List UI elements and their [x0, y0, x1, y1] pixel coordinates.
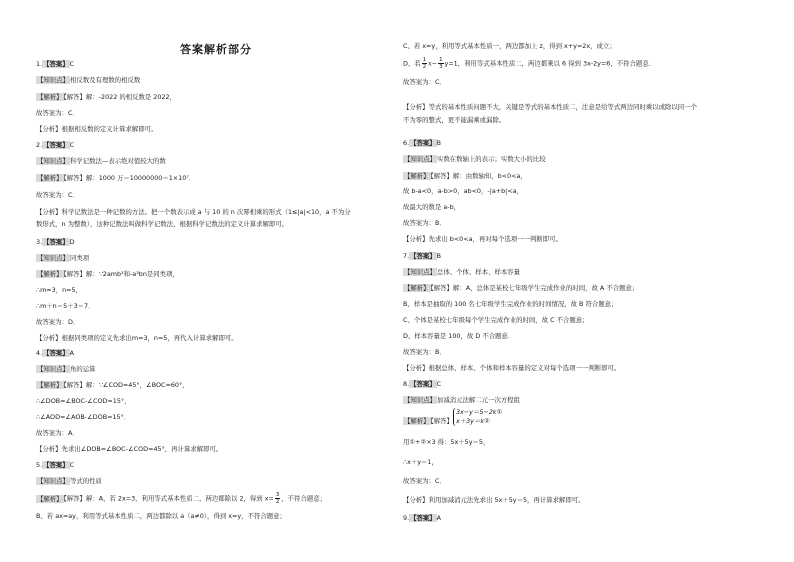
q3-result: 故答案为：D． — [36, 318, 80, 326]
q9-answer-line: 9.【答案】A — [403, 514, 442, 522]
q7-solution-line: 【解析】【解答】解：A、总体是某校七年级学生完成作业的时间，故 A 不合题意； — [404, 284, 639, 292]
q4-analysis-line: 【分析】先求出∠DOB=∠BOC-∠COD=45°，再计算求解即可。 — [36, 445, 223, 453]
q1-solution-line: 【解析】【解答】解：-2022 的相反数是 2022， — [37, 93, 176, 101]
q4-result: 故答案为：A． — [36, 429, 79, 437]
q4-step-1: ∴∠DOB=∠BOC-∠COD=15°， — [36, 397, 131, 405]
q4-answer-line: 4.【答案】A — [36, 349, 75, 357]
q4-solution-line: 【解析】【解答】解：∵∠COD=45°，∠BOC=60°， — [37, 381, 189, 389]
q8-step-2: ∴x＋y＝1， — [403, 458, 438, 466]
q7-option-c: C、个体是某校七年级每个学生完成作业的时间，故 C 不合题意； — [403, 316, 589, 324]
q5-answer-line: 5.【答案】C — [36, 461, 75, 469]
q6-answer-line: 6.【答案】B — [403, 139, 442, 147]
q6-step-2: 故最大的数是 a-b， — [403, 203, 461, 211]
q2-solution-line: 【解析】【解答】解：1000 万＝10000000＝1×10⁷． — [37, 174, 196, 182]
q3-solution-line: 【解析】【解答】解：∵2amb³和-a³bn是同类项， — [37, 270, 179, 278]
q3-knowledge-line: 【知识点】同类项 — [37, 254, 90, 262]
q4-step-2: ∴∠AOD=∠AOB-∠DOB=15°． — [36, 413, 131, 421]
q5-solution-a: 【解析】【解答】解：A、若 2x=3，利用等式基本性质二，两边都除以 2，得到 x= $\frac{3}{2}$ ，不符合题意； — [37, 492, 327, 505]
q8-answer-line: 8.【答案】C — [403, 380, 442, 388]
q7-knowledge-line: 【知识点】总体、个体、样本、样本容量 — [404, 268, 521, 276]
q5-knowledge-line: 【知识点】等式的性质 — [37, 477, 102, 485]
page-title: 答案解析部分 — [180, 43, 252, 56]
q2-answer-line: 2.【答案】C — [36, 141, 75, 149]
q1-answer-line: 1.【答案】C — [36, 60, 75, 68]
q6-analysis-line: 【分析】先求出 b<0<a，再对每个选项一一判断即可。 — [403, 235, 562, 243]
q5-option-d: D、若 $\frac{1}{2}$ x− $\frac{1}{3}$ y=1，利用等式基本性质二，两边都乘以 6 得到 3x-2y=6，不符合题意． — [403, 57, 656, 70]
q8-step-1: 用①+②×3 得：5x＋5y＝5， — [403, 438, 490, 446]
q6-result: 故答案为：B． — [403, 219, 446, 227]
fraction-3-2: $\frac{3}{2}$ — [275, 492, 280, 505]
equation-system: 3x−y＝5−2k① x＋3y＝k② — [453, 408, 502, 426]
q4-knowledge-line: 【知识点】角的运算 — [37, 365, 96, 373]
q8-analysis-line: 【分析】利用加减消元法先求出 5x＋5y＝5，再计算求解即可。 — [403, 496, 585, 504]
fraction-1-2: $\frac{1}{2}$ — [422, 57, 427, 70]
q5-solution-b: B、若 ax=ay，利用等式基本性质二，两边都除以 a（a≠0），得到 x=y，不符合题意； — [36, 512, 286, 520]
q7-option-b: B、样本是抽取的 100 名七年级学生完成作业的时间情况，故 B 符合题意； — [403, 300, 618, 308]
q5-analysis-line-2: 不为零的整式，更不能漏乘或漏除。 — [403, 116, 506, 124]
q7-option-d: D、样本容量是 100，故 D 不合题意． — [403, 332, 515, 340]
q1-result: 故答案为：C． — [36, 109, 79, 117]
q3-step-1: ∴m=3，n=5， — [36, 286, 82, 294]
q7-result: 故答案为：B． — [403, 348, 446, 356]
q8-knowledge-line: 【知识点】加减消元法解二元一次方程组 — [404, 396, 521, 404]
q6-solution-line: 【解析】【解答】解：由数轴知，b<0<a， — [404, 172, 527, 180]
q7-answer-line: 7.【答案】B — [403, 252, 442, 260]
fraction-1-3: $\frac{1}{3}$ — [439, 57, 443, 70]
q5-result: 故答案为：C． — [403, 78, 446, 86]
q6-step-1: 故 b-a<0，a-b>0，ab<0，-|a+b|<a， — [403, 187, 523, 195]
q2-knowledge-line: 【知识点】科学记数法—表示绝对值较大的数 — [37, 157, 166, 165]
q3-answer-line: 3.【答案】D — [36, 238, 75, 246]
q2-result: 故答案为：C． — [36, 191, 79, 199]
q8-solution-system: 【解析】【解答】 3x−y＝5−2k① x＋3y＝k② — [404, 408, 503, 425]
q7-analysis-line: 【分析】根据总体、样本、个体和样本容量的定义对每个选项一一判断即可。 — [403, 364, 621, 372]
q2-analysis-line-2: 数形式，n 为整数），这种记数法叫做科学记数法，根据科学记数法的定义计算求解即可。 — [36, 220, 289, 228]
q1-analysis-line: 【分析】根据相反数的定义计算求解即可。 — [36, 125, 158, 133]
q5-analysis-line-1: 【分析】等式的基本性质问题不大，关键是等式的基本性质二，注意是给等式两边同时乘以或除以同一个 — [403, 103, 697, 111]
q1-knowledge-line: 【知识点】相反数及有理数的相反数 — [37, 76, 141, 84]
q3-analysis-line: 【分析】根据同类项的定义先求出m=3，n=5，再代入计算求解即可。 — [36, 334, 238, 342]
q5-option-c: C、若 x=y，利用等式基本性质一，两边都加上 z，得到 x+y=2x，成立； — [403, 42, 616, 50]
q6-knowledge-line: 【知识点】实数在数轴上的表示；实数大小的比较 — [404, 155, 546, 163]
q8-result: 故答案为：C． — [403, 477, 446, 485]
q3-step-2: ∴m＋n＝5＋3＝7． — [36, 302, 95, 310]
q2-analysis-line-1: 【分析】科学记数法是一种记数的方法。把一个数表示成 a 与 10 的 n 次幂相乘的形式（1≤|a|<10，a 不为分 — [36, 208, 351, 216]
